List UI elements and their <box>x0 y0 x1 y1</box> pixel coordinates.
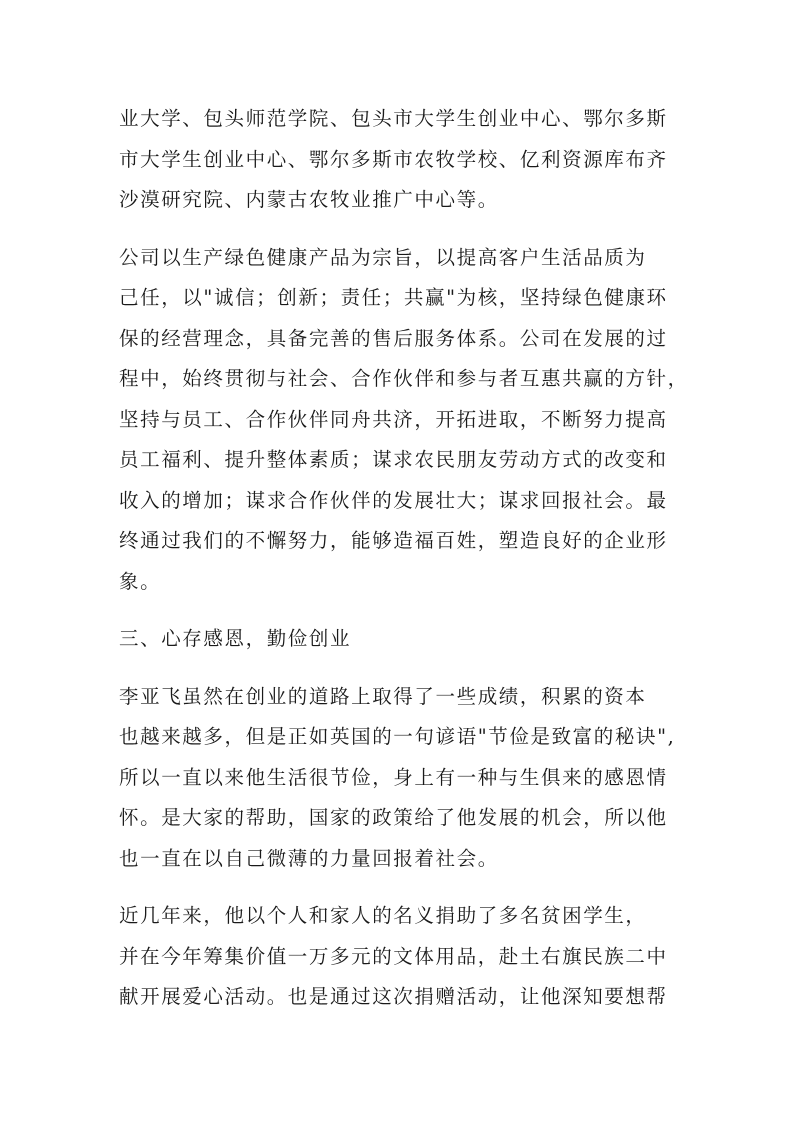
paragraph-company-mission <box>119 238 689 603</box>
text-line: 所以一直以来他生活很节俭，身上有一种与生俱来的感恩情 <box>119 765 668 789</box>
text-line: 员工福利、提升整体素质；谋求农民朋友劳动方式的改变和 <box>119 448 668 471</box>
paragraph-spacer <box>119 879 684 896</box>
text-line: 终通过我们的不懈努力，能够造福百姓，塑造良好的企业形 <box>119 529 668 552</box>
text-line: 业大学、包头师范学院、包头市大学生创业中心、鄂尔多斯 <box>119 107 668 130</box>
paragraph-donations <box>119 896 684 1018</box>
text-line: 己任，以"诚信；创新；责任；共赢"为核，坚持绿色健康环 <box>119 286 668 309</box>
text-line: 市大学生创业中心、鄂尔多斯市农牧学校、亿利资源库布齐 <box>119 147 668 171</box>
text-line: 程中，始终贯彻与社会、合作伙伴和参与者互惠共赢的方针， <box>119 367 689 390</box>
paragraph-spacer <box>119 602 684 619</box>
text-line: 收入的增加；谋求合作伙伴的发展壮大；谋求回报社会。最 <box>119 488 668 512</box>
text-line: 并在今年筹集价值一万多元的文体用品，赴土右旗民族二中 <box>119 944 668 968</box>
text-line: 沙漠研究院、内蒙古农牧业推广中心等。 <box>119 188 499 211</box>
text-line: 李亚飞虽然在创业的道路上取得了一些成绩，积累的资本 <box>119 684 647 708</box>
paragraph-partners-list <box>119 99 684 221</box>
text-line: 怀。是大家的帮助，国家的政策给了他发展的机会，所以他 <box>119 806 668 829</box>
text-line: 也越来越多，但是正如英国的一句谚语"节俭是致富的秘诀", <box>119 725 676 748</box>
paragraph-spacer <box>119 221 684 238</box>
text-line: 坚持与员工、合作伙伴同舟共济，开拓进取，不断努力提高 <box>119 407 668 431</box>
document-body <box>119 99 689 1018</box>
paragraph-spacer <box>119 660 684 677</box>
text-line: 也一直在以自己微薄的力量回报着社会。 <box>119 846 499 870</box>
text-line: 公司以生产绿色健康产品为宗旨，以提高客户生活品质为 <box>119 245 647 269</box>
section-heading <box>119 619 684 660</box>
text-line: 象。 <box>119 569 162 593</box>
text-line: 献开展爱心活动。也是通过这次捐赠活动，让他深知要想帮 <box>119 985 668 1008</box>
section-heading-text: 三、心存感恩，勤俭创业 <box>119 627 352 650</box>
text-line: 近几年来，他以个人和家人的名义捐助了多名贫困学生， <box>119 904 647 927</box>
text-line: 保的经营理念，具备完善的售后服务体系。公司在发展的过 <box>119 326 668 350</box>
paragraph-frugality <box>119 677 684 880</box>
